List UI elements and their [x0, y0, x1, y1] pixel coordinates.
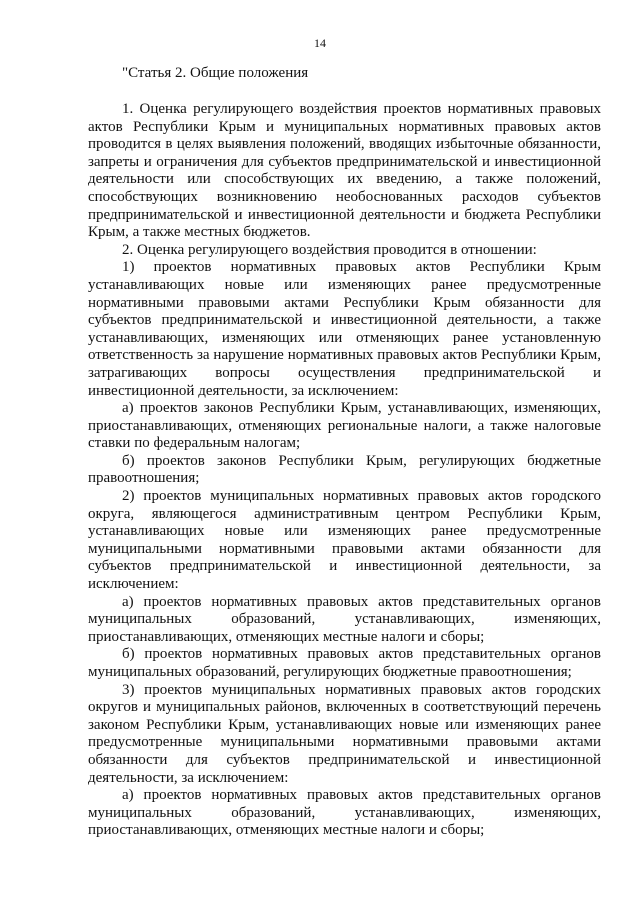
paragraph-2-item-1-b: б) проектов законов Республики Крым, регулирующих бюджетные правоотношения; [88, 452, 601, 487]
document-body [88, 63, 601, 840]
paragraph-2-item-3: 3) проектов муниципальных нормативных правовых актов городских округов и муниципальных районов, включенных в соответствующий перечень законом Республики Крым, устанавливающих новые или изменяющих ранее предусмотренные муниципальными нормативными правовыми актами обязанности для субъектов предпринимательской и инвестиционной деятельности, за исключением: [88, 681, 601, 786]
paragraph-2-item-2: 2) проектов муниципальных нормативных правовых актов городского округа, являющегося административным центром Республики Крым, устанавливающих новые или изменяющих ранее предусмотренные муниципальными нормативными правовыми актами обязанности для субъектов предпринимательской и инвестиционной деятельности, за исключением: [88, 488, 601, 593]
paragraph-2-item-2-b: б) проектов нормативных правовых актов представительных органов муниципальных образований, регулирующих бюджетные правоотношения; [88, 646, 601, 680]
paragraph-2-item-3-a: а) проектов нормативных правовых актов представительных органов муниципальных образований, устанавливающих, изменяющих, приостанавливающих, отменяющих местные налоги и сборы; [88, 787, 601, 839]
paragraph-2-item-1-a: а) проектов законов Республики Крым, устанавливающих, изменяющих, приостанавливающих, отменяющих региональные налоги, а также налоговые ставки по федеральным налогам; [88, 400, 601, 452]
article-heading: "Статья 2. Общие положения [122, 65, 309, 81]
paragraph-2: 2. Оценка регулирующего воздействия проводится в отношении: [122, 241, 537, 258]
paragraph-2-item-2-a: а) проектов нормативных правовых актов представительных органов муниципальных образований, устанавливающих, изменяющих, приостанавливающих, отменяющих местные налоги и сборы; [88, 593, 601, 645]
page-number: 14 [314, 36, 326, 50]
paragraph-2-item-1: 1) проектов нормативных правовых актов Республики Крым устанавливающих новые или изменяющих ранее предусмотренные нормативными правовыми актами Республики Крым обязанности для субъектов предпринимательской и инвестиционной деятельности, а также устанавливающих, изменяющих или отменяющих ранее установленную ответственность за нарушение нормативных правовых актов Республики Крым, затрагивающих вопросы осуществления предпринимательской и инвестиционной деятельности, за исключением: [88, 259, 601, 399]
paragraph-1: 1. Оценка регулирующего воздействия проектов нормативных правовых актов Республики Крым и муниципальных нормативных правовых актов проводится в целях выявления положений, вводящих избыточные обязанности, запреты и ограничения для субъектов предпринимательской и инвестиционной деятельности или способствующих их введению, а также положений, способствующих возникновению необоснованных расходов субъектов предпринимательской и инвестиционной деятельности и бюджета Республики Крым, а также местных бюджетов. [88, 101, 601, 241]
